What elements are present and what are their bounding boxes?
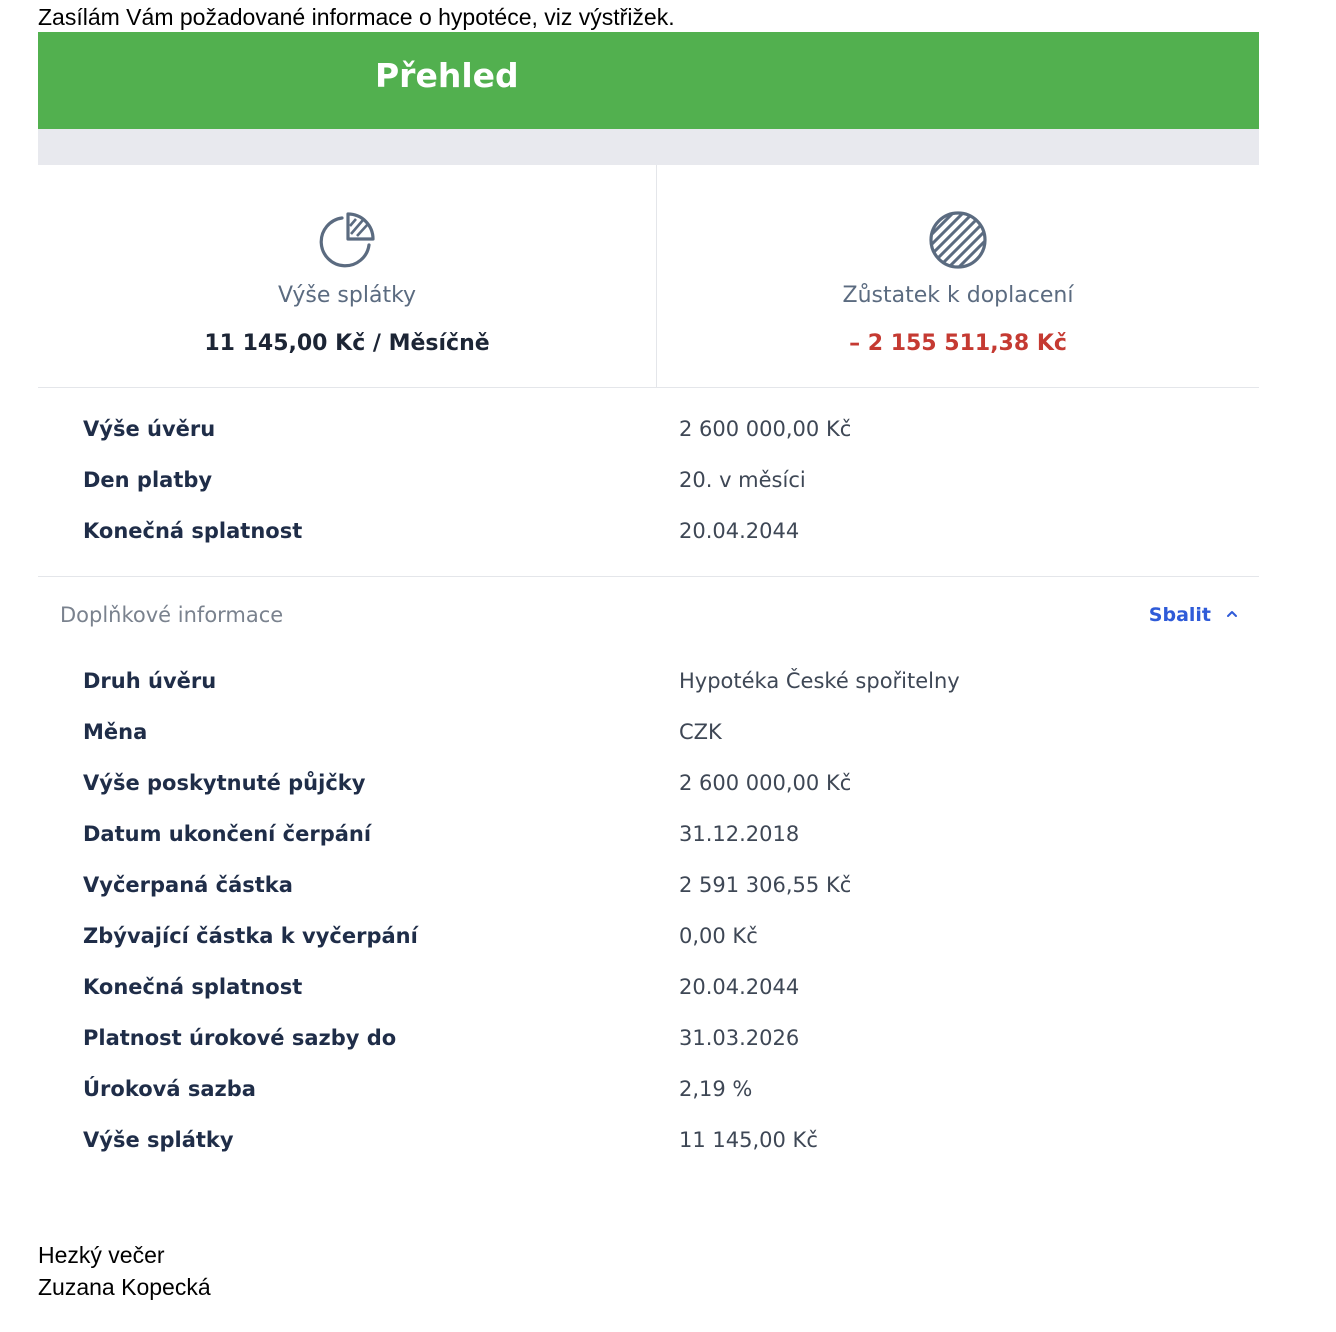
balance-value: – 2 155 511,38 Kč <box>849 331 1067 356</box>
email-signature <box>38 1239 211 1303</box>
header-spacer <box>38 129 1259 165</box>
info-label: Výše splátky <box>83 1128 234 1152</box>
greeting-text: Hezký večer <box>38 1242 165 1268</box>
info-value: 2 600 000,00 Kč <box>679 417 852 441</box>
info-value: 31.03.2026 <box>679 1026 800 1050</box>
info-row <box>38 1118 1259 1169</box>
collapse-label: Sbalit <box>1148 604 1211 626</box>
info-value: 2,19 % <box>679 1077 753 1101</box>
info-label: Den platby <box>83 468 213 492</box>
info-label: Výše poskytnuté půjčky <box>83 771 366 795</box>
info-value: 11 145,00 Kč <box>679 1128 818 1152</box>
info-label: Konečná splatnost <box>83 975 303 999</box>
installment-summary <box>38 165 656 387</box>
info-row <box>38 710 1259 761</box>
info-row <box>38 914 1259 965</box>
info-label: Datum ukončení čerpání <box>83 822 372 846</box>
info-label: Konečná splatnost <box>83 519 303 543</box>
info-row <box>38 509 1259 560</box>
collapse-button[interactable] <box>1149 604 1239 626</box>
info-row <box>38 1067 1259 1118</box>
info-row <box>38 407 1259 458</box>
info-label: Úroková sazba <box>83 1077 256 1101</box>
info-value: 20. v měsíci <box>679 468 806 492</box>
overview-header <box>38 32 1259 129</box>
signature-name: Zuzana Kopecká <box>38 1274 211 1300</box>
installment-value: 11 145,00 Kč / Měsíčně <box>204 331 490 356</box>
pie-chart-icon <box>316 209 378 271</box>
info-value: 2 591 306,55 Kč <box>679 873 852 897</box>
additional-info-title: Doplňkové informace <box>60 603 284 627</box>
info-value: CZK <box>679 720 722 744</box>
info-label: Výše úvěru <box>83 417 216 441</box>
email-intro-text: Zasílám Vám požadované informace o hypotéce, viz výstřižek. <box>38 4 675 30</box>
info-value: 31.12.2018 <box>679 822 800 846</box>
mortgage-overview-card <box>38 32 1259 1169</box>
overview-title: Přehled <box>375 56 519 95</box>
info-value: Hypotéka České spořitelny <box>679 669 960 693</box>
info-row <box>38 812 1259 863</box>
info-label: Měna <box>83 720 148 744</box>
striped-circle-icon <box>927 209 989 271</box>
info-label: Druh úvěru <box>83 669 217 693</box>
info-value: 0,00 Kč <box>679 924 758 948</box>
info-row <box>38 965 1259 1016</box>
chevron-up-icon <box>1225 604 1239 626</box>
info-label: Vyčerpaná částka <box>83 873 293 897</box>
main-info-list <box>38 388 1259 577</box>
info-label: Zbývající částka k vyčerpání <box>83 924 418 948</box>
balance-label: Zůstatek k doplacení <box>842 283 1074 308</box>
installment-label: Výše splátky <box>277 283 417 308</box>
additional-info-list <box>38 656 1259 1169</box>
info-value: 20.04.2044 <box>679 519 800 543</box>
summary-section <box>38 165 1259 388</box>
info-value: 20.04.2044 <box>679 975 800 999</box>
additional-info-header <box>38 577 1259 656</box>
balance-summary <box>657 165 1259 387</box>
info-row <box>38 761 1259 812</box>
info-row <box>38 863 1259 914</box>
info-row <box>38 659 1259 710</box>
info-row <box>38 1016 1259 1067</box>
info-label: Platnost úrokové sazby do <box>83 1026 397 1050</box>
info-row <box>38 458 1259 509</box>
info-value: 2 600 000,00 Kč <box>679 771 852 795</box>
